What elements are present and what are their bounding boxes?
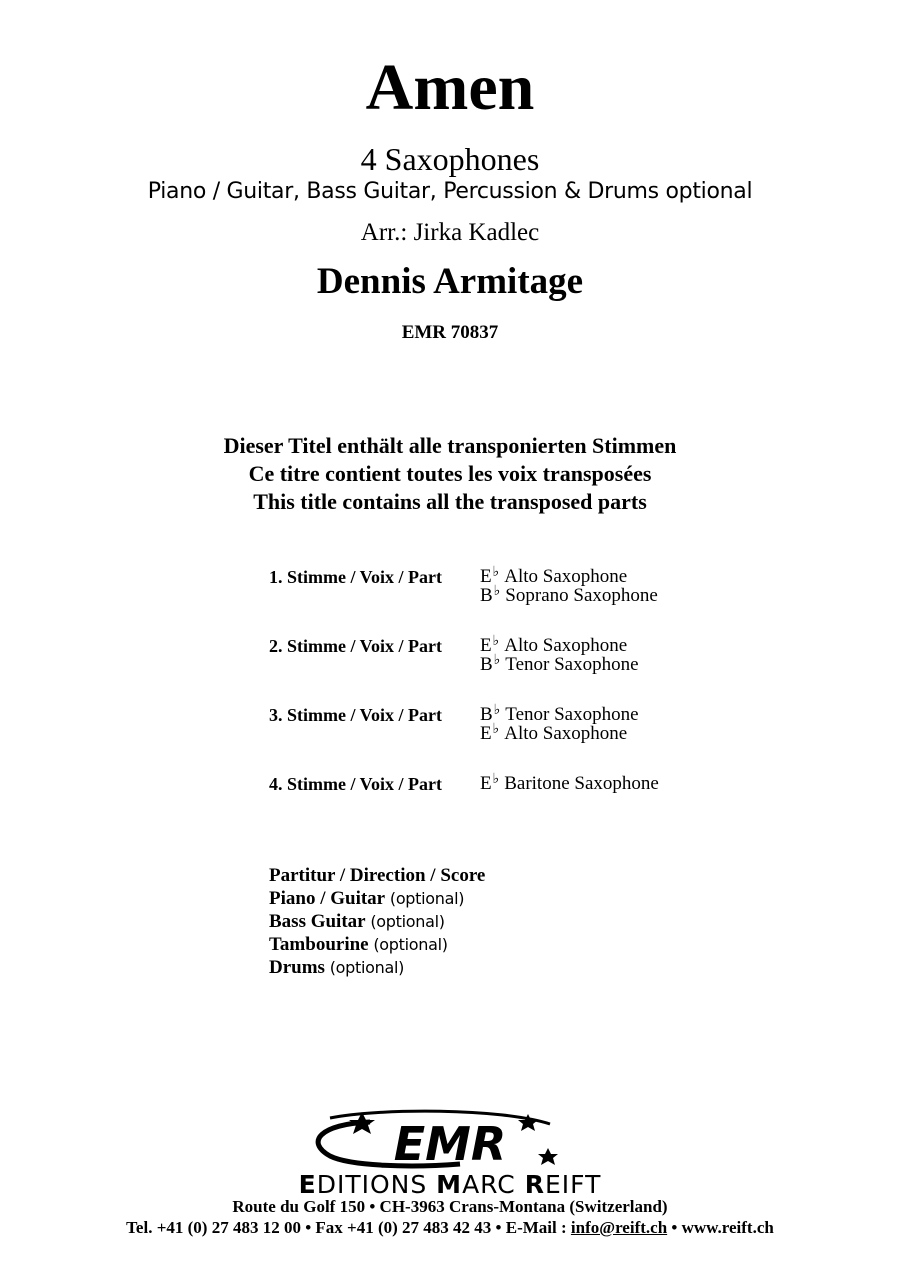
part-label: 2. Stimme / Voix / Part [269,636,442,656]
instrument-line: E♭ Alto Saxophone [480,722,628,744]
publisher-name: EDITIONS MARC REIFT [298,1170,602,1199]
part-label: 3. Stimme / Voix / Part [269,705,442,725]
ensemble-subtitle: 4 Saxophones [360,141,540,177]
catalog-code: EMR 70837 [401,322,499,343]
part-instruments [480,774,659,793]
part-instruments [480,636,639,674]
part-3 [269,705,769,774]
extra-part: Bass Guitar (optional) [269,911,445,932]
score-label: Partitur / Direction / Score [269,865,486,886]
instrument-line: B♭ Tenor Saxophone [480,653,639,675]
part-label: 1. Stimme / Voix / Part [269,567,442,587]
email-link[interactable]: info@reift.ch [570,1218,668,1237]
instrument-line: B♭ Tenor Saxophone [480,703,639,725]
flat-sign: ♭ [493,653,501,668]
emr-logo [300,1104,600,1176]
instrument-line: B♭ Soprano Saxophone [480,584,658,606]
instrument-line: E♭ Baritone Saxophone [480,772,659,794]
optional-instruments: Piano / Guitar, Bass Guitar, Percussion & Drums optional [147,179,753,204]
instrument-line: E♭ Alto Saxophone [480,565,628,587]
extra-part: Piano / Guitar (optional) [269,888,465,909]
publisher-contact: Tel. +41 (0) 27 483 12 00 • Fax +41 (0) 27 483 42 43 • E-Mail : info@reift.ch • www.reift.ch [126,1218,774,1237]
part-4 [269,774,769,814]
flat-sign: ♭ [492,634,500,649]
notice-french: Ce titre contient toutes les voix transposées [248,461,652,486]
flat-sign: ♭ [492,565,500,580]
arranger: Arr.: Jirka Kadlec [360,219,540,246]
piece-title: Amen [365,51,535,124]
composer: Dennis Armitage [316,261,584,302]
flat-sign: ♭ [493,703,501,718]
notice-german: Dieser Titel enthält alle transponierten Stimmen [223,433,677,458]
flat-sign: ♭ [492,722,500,737]
extra-part: Tambourine (optional) [269,934,448,955]
flat-sign: ♭ [493,584,501,599]
flat-sign: ♭ [492,772,500,787]
part-1 [269,567,769,636]
website-link[interactable]: • www.reift.ch [667,1218,774,1237]
part-label: 4. Stimme / Voix / Part [269,774,442,794]
parts-list [269,567,769,814]
star-icon [538,1148,558,1165]
instrument-line: E♭ Alto Saxophone [480,634,628,656]
part-instruments [480,705,639,743]
logo-text: EMR [393,1117,507,1171]
extra-part: Drums (optional) [269,957,405,978]
part-2 [269,636,769,705]
publisher-address: Route du Golf 150 • CH-3963 Crans-Montana (Switzerland) [232,1197,668,1216]
notice-english: This title contains all the transposed parts [253,489,647,514]
transposition-notice [0,432,900,516]
additional-parts [269,864,485,979]
part-instruments [480,567,658,605]
